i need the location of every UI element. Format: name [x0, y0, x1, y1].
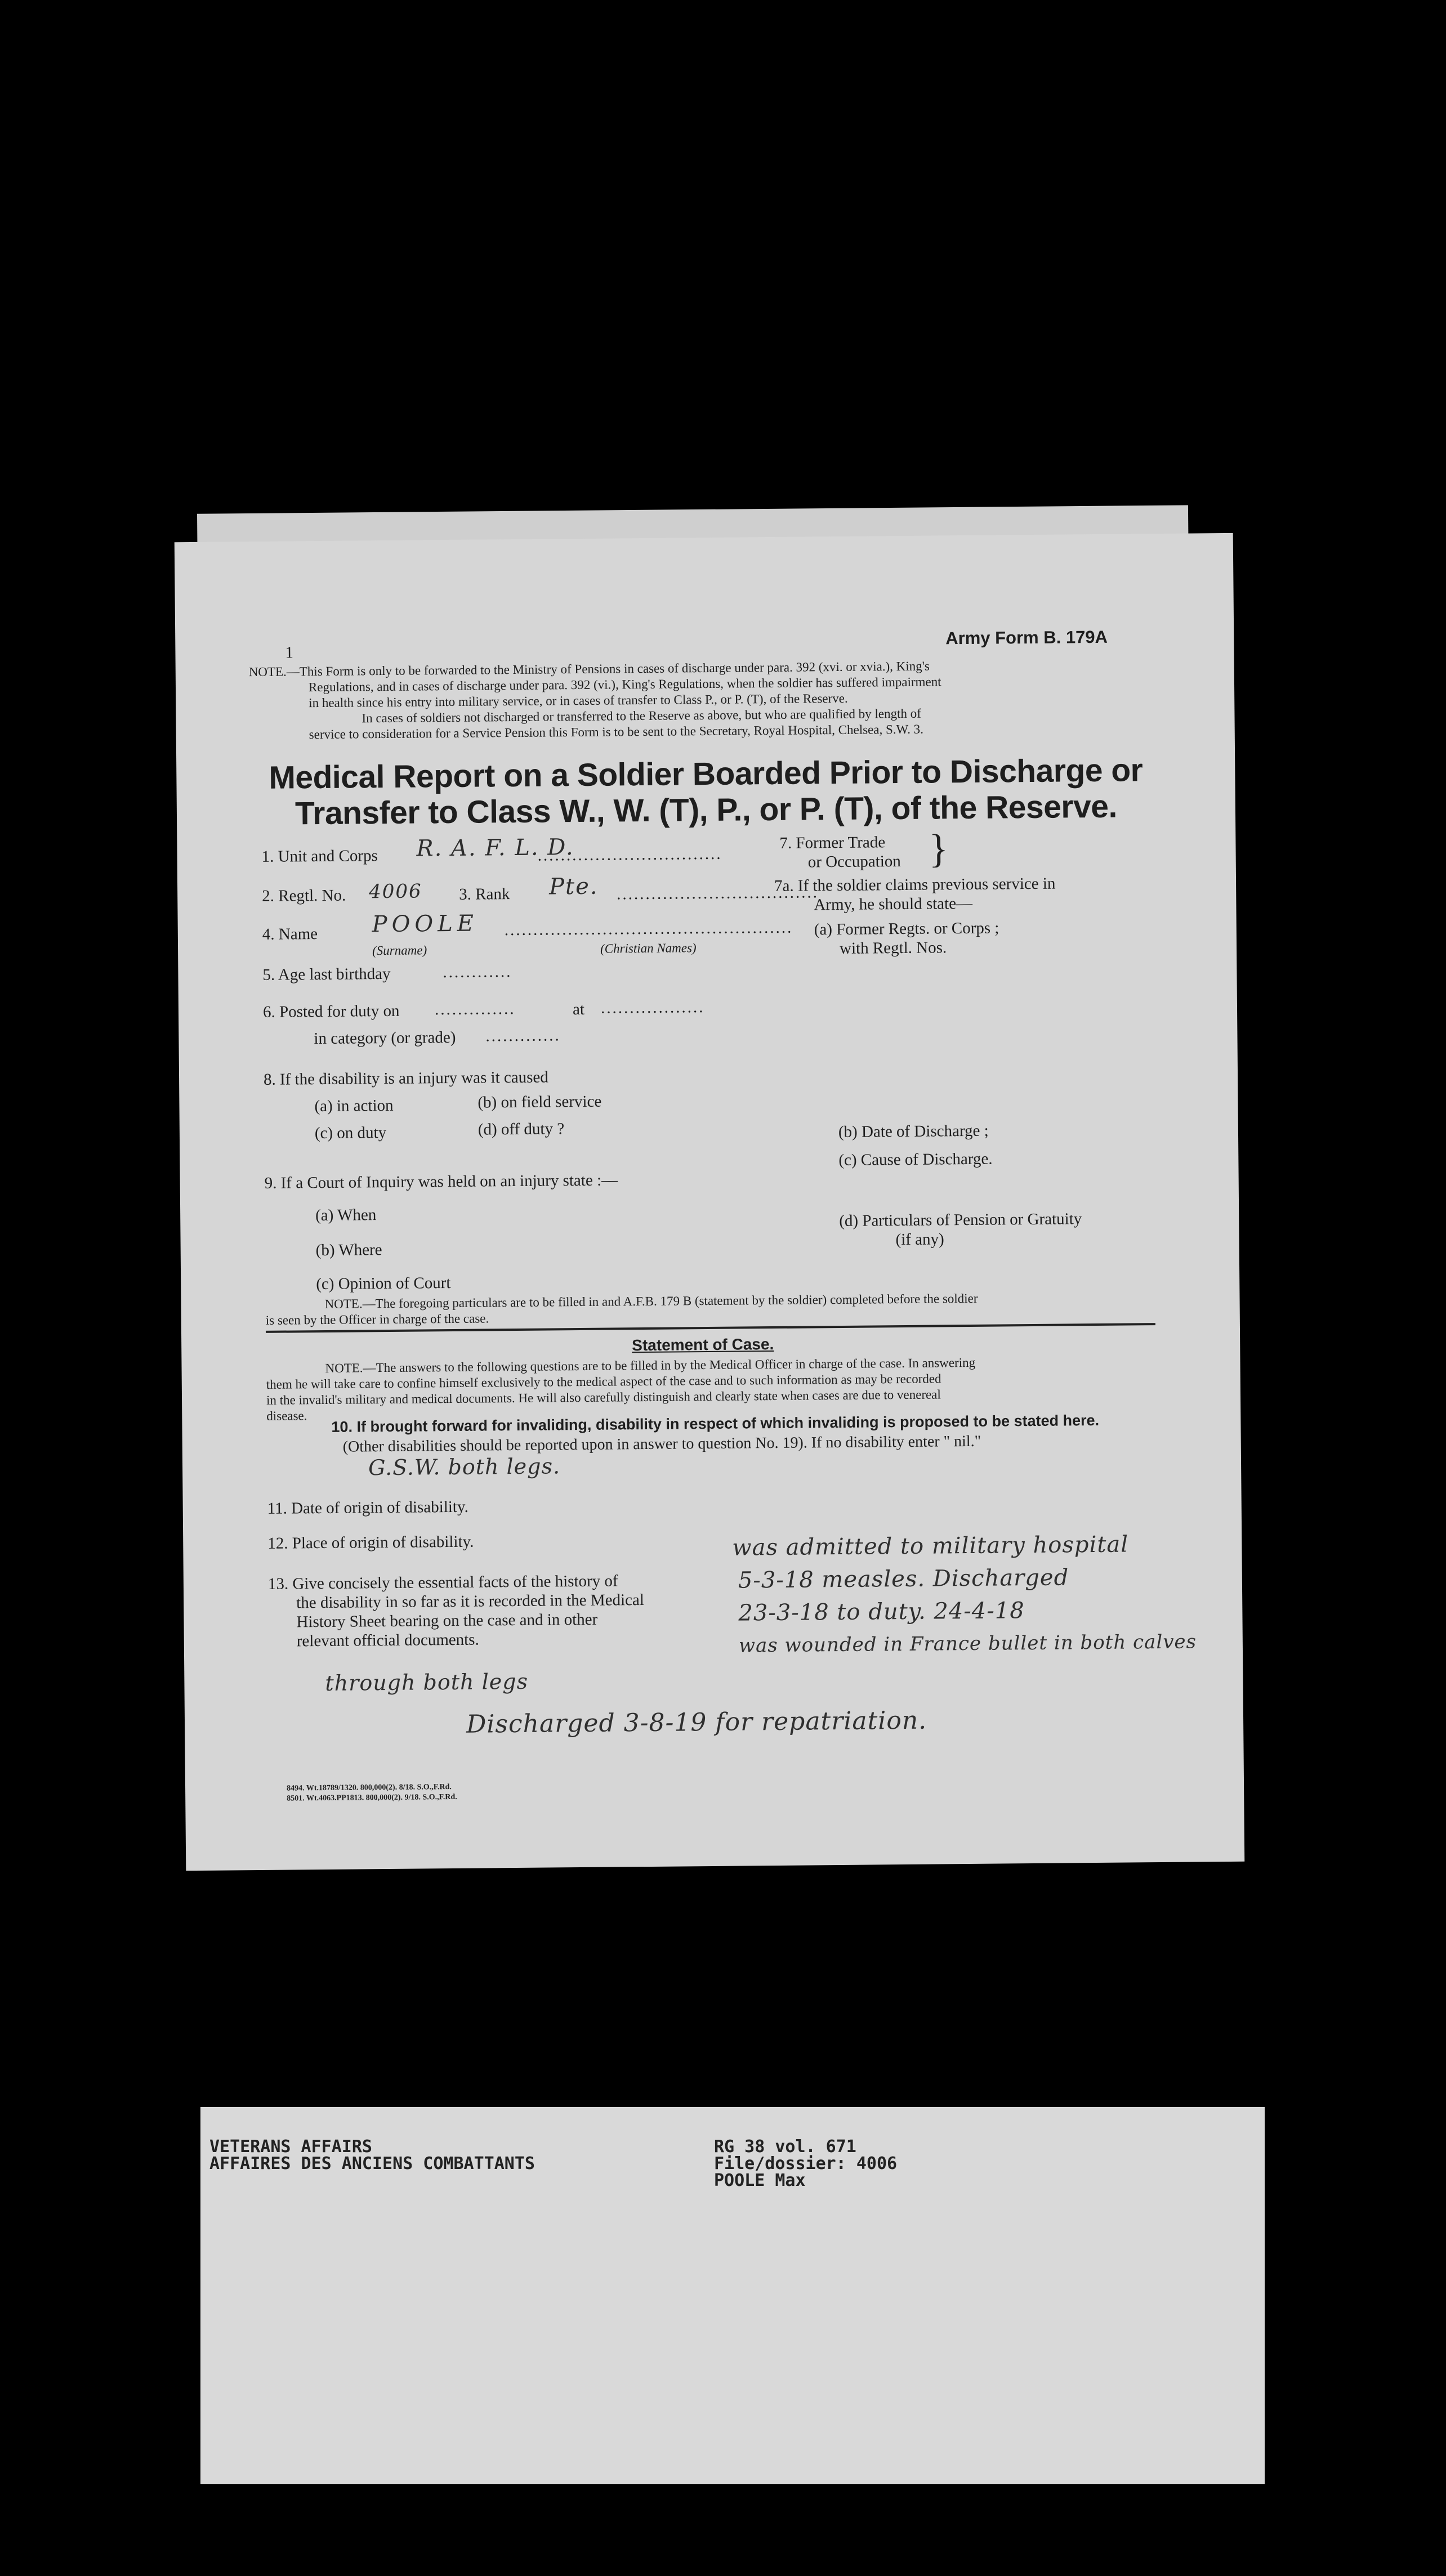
q9a-label: (a) When: [315, 1206, 377, 1225]
q13-answer-line: 23-3-18 to duty. 24-4-18: [738, 1598, 1025, 1626]
card-record-group: RG 38 vol. 671: [714, 2137, 856, 2157]
q13-answer-line: Discharged 3-8-19 for repatriation.: [466, 1706, 927, 1739]
dotted-line: ..................................................: [504, 918, 793, 940]
printer-line: 8494. Wt.18789/1320. 800,000(2). 8/18. S.O.,F.Rd.: [286, 1783, 452, 1793]
note-line: Regulations, and in cases of discharge under para. 392 (vi.), King's Regulations, when the soldier has suffered impairment: [308, 674, 941, 695]
q8d-label: (d) off duty ?: [477, 1120, 565, 1139]
date-of-discharge-label: (b) Date of Discharge ;: [838, 1121, 989, 1141]
card-department-french: AFFAIRES DES ANCIENS COMBATTANTS: [209, 2154, 535, 2174]
q7a-a-label-line2: with Regtl. Nos.: [839, 938, 947, 958]
army-form-number: Army Form B. 179A: [945, 627, 1108, 649]
note-line: service to consideration for a Service Pension this Form is to be sent to the Secretary, Royal Hospital, Chelsea, S.W. 3.: [309, 722, 924, 742]
form-title-line-1: Medical Report on a Soldier Boarded Prior to Discharge or: [269, 752, 1143, 796]
pension-label: (d) Particulars of Pension or Gratuity: [839, 1210, 1082, 1230]
unit-value: R. A. F. L. D.: [416, 834, 574, 862]
card-file-number: File/dossier: 4006: [714, 2154, 898, 2174]
note-line: NOTE.—The foregoing particulars are to be filled in and A.F.B. 179 B (statement by the soldier) completed before the soldier: [324, 1291, 978, 1311]
q13-answer-line: through both legs: [325, 1669, 529, 1696]
rank-value: Pte.: [548, 873, 599, 900]
q13-label-line: History Sheet bearing on the case and in other: [296, 1610, 598, 1631]
posted-label: 6. Posted for duty on: [262, 1001, 400, 1021]
regtl-no-label: 2. Regtl. No.: [262, 886, 346, 905]
q10-label: 10. If brought forward for invaliding, disability in respect of which invaliding is proposed to be stated here.: [331, 1411, 1100, 1435]
posted-at-label: at: [572, 1000, 585, 1019]
q12-label: 12. Place of origin of disability.: [267, 1532, 474, 1553]
note-line: In cases of soldiers not discharged or transferred to the Reserve as above, but who are qualified by length of: [362, 706, 921, 726]
note-line: NOTE.—This Form is only to be forwarded to the Ministry of Pensions in cases of discharge under para. 392 (xvi. or xvia.), King's: [248, 659, 930, 679]
q13-label: 13. Give concisely the essential facts of the history of: [267, 1572, 618, 1593]
q13-answer-line: was admitted to military hospital: [732, 1531, 1129, 1561]
q7a-label-line2: Army, he should state—: [814, 894, 973, 914]
form-title-line-2: Transfer to Class W., W. (T), P., or P. (T), of the Reserve.: [294, 788, 1118, 832]
age-label: 5. Age last birthday: [262, 964, 391, 984]
q13-answer-line: was wounded in France bullet in both calves: [738, 1630, 1197, 1657]
q13-label-line: relevant official documents.: [296, 1630, 479, 1651]
q9c-label: (c) Opinion of Court: [316, 1274, 451, 1294]
q7-label: 7. Former Trade: [779, 833, 886, 852]
dotted-line: ............: [443, 963, 512, 982]
card-name: POOLE Max: [714, 2171, 806, 2190]
archive-index-card: [200, 2107, 1265, 2484]
note-line: them he will take care to confine himself exclusively to the medical aspect of the case and to such information as may be recorded: [266, 1371, 941, 1392]
q10-answer: G.S.W. both legs.: [368, 1454, 561, 1481]
q8b-label: (b) on field service: [477, 1092, 602, 1112]
name-value: POOLE: [372, 910, 479, 938]
name-label: 4. Name: [262, 925, 318, 943]
q13-answer-line: 5-3-18 measles. Discharged: [738, 1564, 1069, 1594]
q9-label: 9. If a Court of Inquiry was held on an injury state :—: [264, 1171, 618, 1192]
q13-label-line: the disability in so far as it is recorded in the Medical: [296, 1591, 645, 1612]
rank-label: 3. Rank: [459, 885, 510, 904]
q8a-label: (a) in action: [314, 1096, 394, 1116]
dotted-line: ...................................: [617, 883, 819, 904]
note-line: is seen by the Officer in charge of the case.: [265, 1311, 489, 1327]
dotted-line: ..............: [434, 999, 516, 1019]
q9b-label: (b) Where: [315, 1241, 382, 1260]
q10-label-line2: (Other disabilities should be reported upon in answer to question No. 19). If no disability enter " nil.": [342, 1432, 981, 1456]
dotted-line: ..................: [600, 998, 705, 1017]
unit-label: 1. Unit and Corps: [261, 847, 378, 866]
dotted-line: ................................: [537, 844, 722, 865]
brace: }: [929, 826, 949, 871]
christian-names-caption: (Christian Names): [600, 941, 697, 956]
category-label: in category (or grade): [314, 1028, 456, 1048]
note-line: in the invalid's military and medical documents. He will also carefully distinguish and clearly state when cases are due to venereal: [266, 1387, 941, 1407]
note-line: disease.: [266, 1408, 307, 1423]
statement-heading: Statement of Case.: [632, 1335, 774, 1354]
q7a-label: 7a. If the soldier claims previous service in: [774, 874, 1056, 895]
note-line: NOTE.—The answers to the following questions are to be filled in by the Medical Officer in charge of the case. In answering: [325, 1355, 976, 1375]
q7-label-line2: or Occupation: [807, 852, 901, 871]
cause-of-discharge-label: (c) Cause of Discharge.: [838, 1150, 993, 1169]
q7a-a-label: (a) Former Regts. or Corps ;: [814, 919, 999, 939]
q11-label: 11. Date of origin of disability.: [267, 1497, 468, 1518]
page-marker: 1: [285, 643, 294, 662]
q8c-label: (c) on duty: [314, 1124, 387, 1143]
q8-label: 8. If the disability is an injury was it caused: [263, 1068, 548, 1089]
card-department: VETERANS AFFAIRS: [209, 2137, 372, 2157]
dotted-line: .............: [485, 1026, 561, 1045]
regtl-no-value: 4006: [368, 880, 422, 904]
pension-label-line2: (if any): [895, 1230, 944, 1249]
printer-line: 8501. Wt.4063.PP1813. 800,000(2). 9/18. S.O.,F.Rd.: [287, 1792, 457, 1803]
medical-report-form: [175, 533, 1245, 1871]
surname-caption: (Surname): [372, 943, 427, 958]
note-line: in health since his entry into military service, or in cases of transfer to Class P., or P. (T), of the Reserve.: [309, 691, 848, 710]
